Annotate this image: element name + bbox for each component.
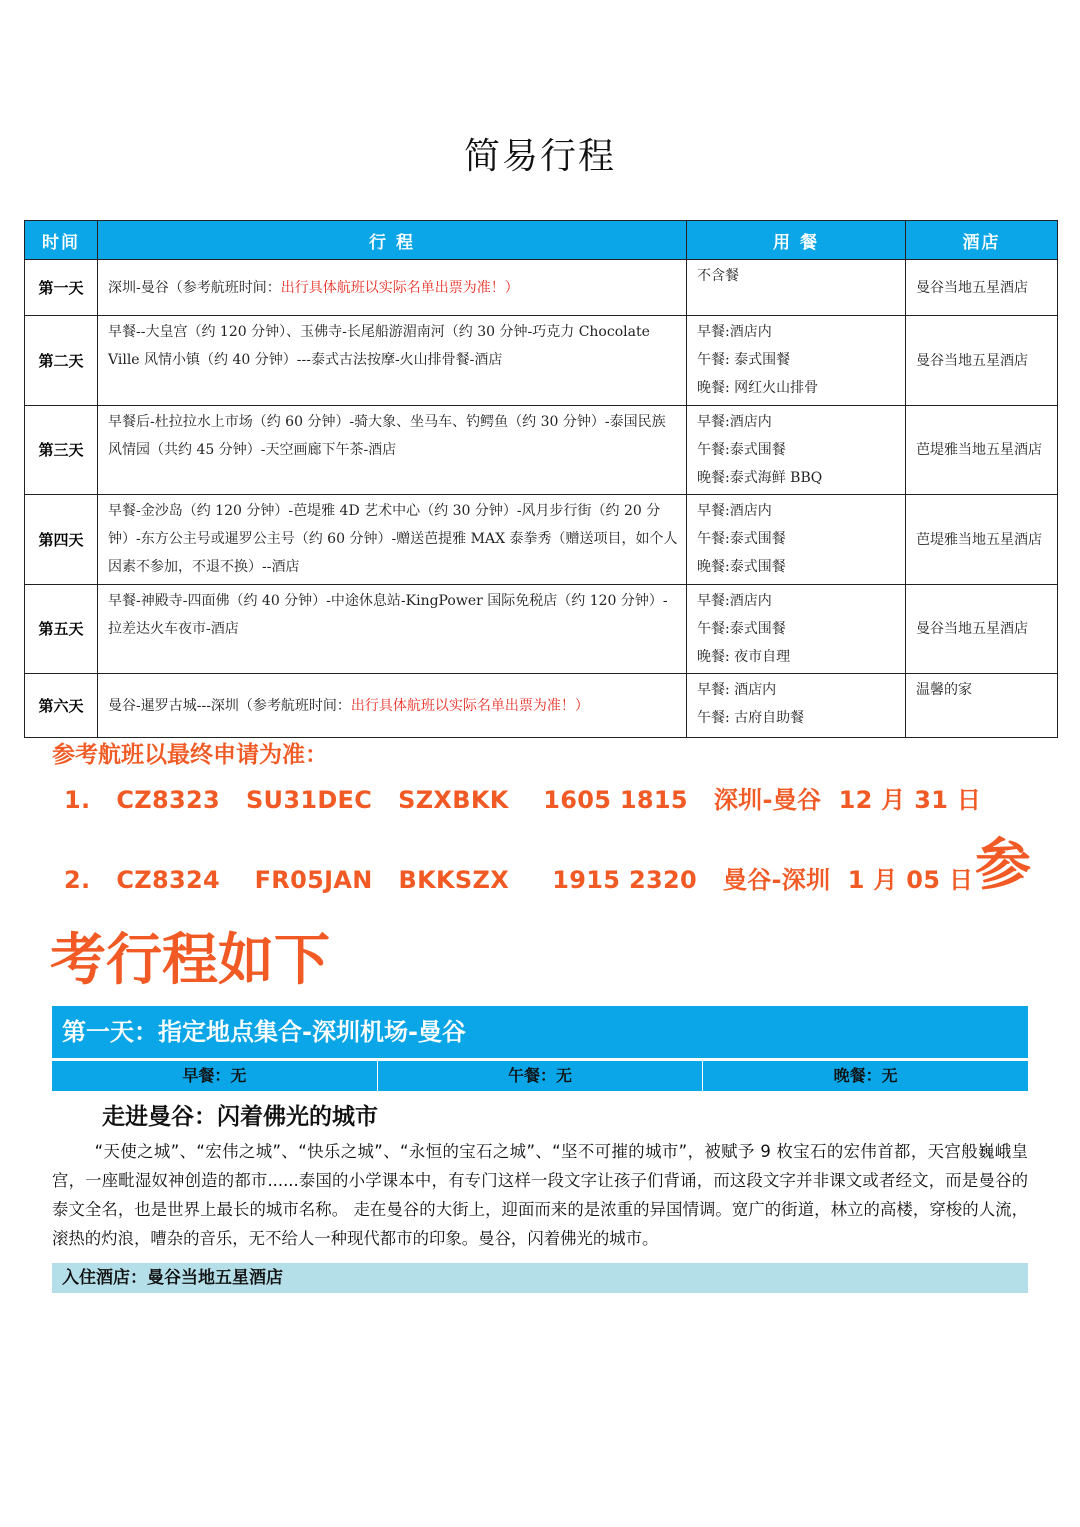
itinerary-cell: 早餐后-杜拉拉水上市场（约 60 分钟）-骑大象、坐马车、钓鳄鱼（约 30 分钟）-泰国民族风情园（共约 45 分钟）-天空画廊下午茶-酒店 (98, 406, 687, 495)
table-row (25, 495, 1058, 585)
meal-bar (52, 1060, 1028, 1091)
itinerary-text: 曼谷-暹罗古城---深圳（参考航班时间： (108, 697, 351, 714)
itinerary-table (24, 220, 1058, 738)
day-label: 第六天 (25, 674, 98, 738)
meals-cell (687, 674, 906, 738)
meal-line: 晚餐:泰式围餐 (697, 559, 786, 575)
meal-line: 午餐:泰式围餐 (697, 621, 786, 637)
hotel-cell: 曼谷当地五星酒店 (906, 260, 1058, 316)
hotel-cell: 芭堤雅当地五星酒店 (906, 495, 1058, 585)
meals-cell (687, 495, 906, 585)
section-subtitle: 走进曼谷：闪着佛光的城市 (102, 1104, 378, 1130)
table-row (25, 585, 1058, 674)
meal-line: 早餐:酒店内 (697, 414, 772, 430)
meals-cell (687, 406, 906, 495)
flight-line-2: 2. CZ8324 FR05JAN BKKSZX 1915 2320 曼谷-深圳 1 月 05 日 (64, 866, 974, 894)
flight-heading: 参考航班以最终申请为准： (52, 742, 328, 768)
day-label: 第二天 (25, 316, 98, 406)
hotel-cell: 芭堤雅当地五星酒店 (906, 406, 1058, 495)
header-itinerary: 行 程 (98, 221, 687, 260)
itinerary-text: 深圳-曼谷（参考航班时间： (108, 279, 281, 296)
itinerary-note: 出行具体航班以实际名单出票为准！） (280, 279, 519, 296)
table-row (25, 674, 1058, 738)
section-heading-first-char: 参 (975, 833, 1031, 898)
itinerary-cell: 早餐-神殿寺-四面佛（约 40 分钟）-中途休息站-KingPower 国际免税店（约 120 分钟）-拉差达火车夜市-酒店 (98, 585, 687, 674)
meal-line: 不含餐 (697, 268, 739, 284)
itinerary-cell (98, 674, 687, 738)
lunch-label: 午餐：无 (378, 1061, 704, 1091)
hotel-cell: 曼谷当地五星酒店 (906, 316, 1058, 406)
itinerary-note: 出行具体航班以实际名单出票为准！） (350, 697, 589, 714)
meal-line: 午餐: 古府自助餐 (697, 710, 805, 726)
table-row (25, 316, 1058, 406)
table-header-row (25, 221, 1058, 260)
meal-line: 早餐:酒店内 (697, 324, 772, 340)
section-body: “天使之城”、“宏伟之城”、“快乐之城”、“永恒的宝石之城”、“坚不可摧的城市”，被赋予 9 枚宝石的宏伟首都，天宫般巍峨皇宫，一座毗湿奴神创造的都市......泰国的小学课本中，有专门这样一段文字让孩子们背诵，而这段文字并非课文或者经文，而是曼谷的泰文全名，也是世界上最长的城市名称。 走在曼谷的大街上，迎面而来的是浓重的异国情调。宽广的街道，林立的高楼，穿梭的人流，滚热的灼浪，嘈杂的音乐，无不给人一种现代都市的印象。曼谷，闪着佛光的城市。 (52, 1142, 1028, 1248)
meal-line: 晚餐: 网红火山排骨 (697, 380, 819, 396)
breakfast-label: 早餐：无 (52, 1061, 378, 1091)
meal-line: 晚餐: 夜市自理 (697, 649, 791, 665)
table-row (25, 406, 1058, 495)
itinerary-cell (98, 260, 687, 316)
hotel-bar: 入住酒店：曼谷当地五星酒店 (52, 1263, 1028, 1293)
itinerary-cell: 早餐--大皇宫（约 120 分钟）、玉佛寺-长尾船游湄南河（约 30 分钟-巧克力 Chocolate Ville 风情小镇（约 40 分钟）---泰式古法按摩-火山排骨餐-酒店 (98, 316, 687, 406)
header-meals: 用 餐 (687, 221, 906, 260)
day-one-title: 第一天：指定地点集合-深圳机场-曼谷 (52, 1006, 1028, 1058)
day-label: 第一天 (25, 260, 98, 316)
meal-line: 午餐:泰式围餐 (697, 531, 786, 547)
flight-line-1: 1. CZ8323 SU31DEC SZXBKK 1605 1815 深圳-曼谷 12 月 31 日 (64, 786, 982, 814)
meal-line: 早餐: 酒店内 (697, 682, 777, 698)
meal-line: 晚餐:泰式海鲜 BBQ (697, 470, 823, 486)
header-hotel: 酒店 (906, 221, 1058, 260)
meals-cell (687, 585, 906, 674)
itinerary-cell: 早餐-金沙岛（约 120 分钟）-芭堤雅 4D 艺术中心（约 30 分钟）-风月步行街（约 20 分钟）-东方公主号或暹罗公主号（约 60 分钟）-赠送芭提雅 MAX 泰拳秀（赠送项目，如个人因素不参加，不退不换）--酒店 (98, 495, 687, 585)
meal-line: 午餐:泰式围餐 (697, 442, 786, 458)
day-label: 第三天 (25, 406, 98, 495)
page-title: 简易行程 (463, 136, 616, 177)
hotel-cell: 温馨的家 (906, 674, 1058, 738)
dinner-label: 晚餐：无 (833, 1066, 898, 1085)
meals-cell (687, 316, 906, 406)
meal-line: 早餐:酒店内 (697, 593, 772, 609)
day-label: 第四天 (25, 495, 98, 585)
meal-line: 早餐:酒店内 (697, 503, 772, 519)
header-time: 时间 (25, 221, 98, 260)
table-row (25, 260, 1058, 316)
meal-line: 午餐: 泰式围餐 (697, 352, 791, 368)
meals-cell (687, 260, 906, 316)
day-label: 第五天 (25, 585, 98, 674)
section-heading: 考行程如下 (50, 928, 330, 993)
hotel-cell: 曼谷当地五星酒店 (906, 585, 1058, 674)
